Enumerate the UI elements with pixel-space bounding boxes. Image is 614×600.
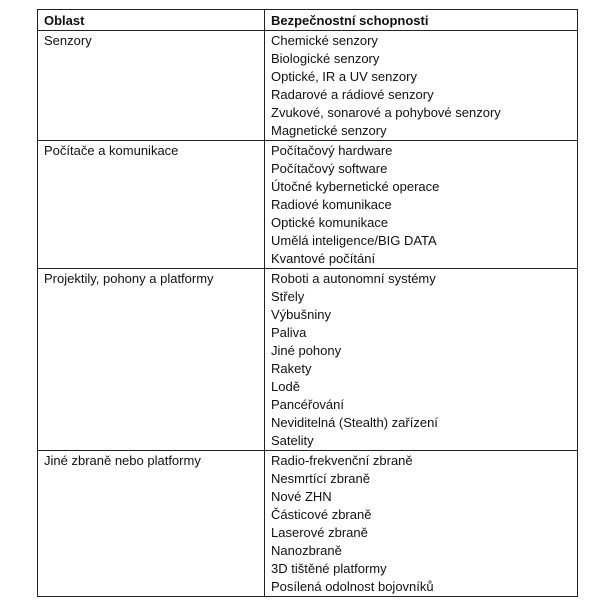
capabilities-list [271,32,571,140]
capabilities-cell [265,141,578,269]
header-capabilities: Bezpečnostní schopnosti [265,10,578,31]
table-header-row [38,10,578,31]
table-row [38,31,578,141]
capability-item: Optické, IR a UV senzory [271,69,417,84]
capability-item: Počítačový software [271,161,388,176]
capability-item: Biologické senzory [271,51,380,66]
capabilities-list [271,452,571,596]
capability-item: Optické komunikace [271,215,389,230]
area-cell: Počítače a komunikace [38,141,265,269]
capability-item: Laserové zbraně [271,525,368,540]
capabilities-list [271,142,571,268]
capability-item: Jiné pohony [271,343,342,358]
capability-item: Střely [271,289,305,304]
capability-item: Pancéřování [271,397,344,412]
capability-item: Počítačový hardware [271,143,393,158]
capabilities-cell [265,31,578,141]
capability-item: Útočné kybernetické operace [271,179,440,194]
table-row [38,269,578,451]
capability-item: Satelity [271,433,314,448]
capabilities-table [37,9,578,597]
capability-item: Částicové zbraně [271,507,372,522]
capability-item: Neviditelná (Stealth) zařízení [271,415,438,430]
capability-item: Rakety [271,361,312,376]
table-row [38,141,578,269]
capabilities-list [271,270,571,450]
table-body [38,31,578,597]
header-area: Oblast [38,10,265,31]
capability-item: Zvukové, sonarové a pohybové senzory [271,105,501,120]
capability-item: Nesmrtící zbraně [271,471,370,486]
capabilities-cell [265,451,578,597]
capabilities-cell [265,269,578,451]
area-cell: Senzory [38,31,265,141]
capability-item: Paliva [271,325,307,340]
capability-item: Magnetické senzory [271,123,387,138]
capability-item: Roboti a autonomní systémy [271,271,436,286]
capability-item: Radiové komunikace [271,197,392,212]
capability-item: Nanozbraně [271,543,342,558]
capability-item: Kvantové počítání [271,251,376,266]
capability-item: Radarové a rádiové senzory [271,87,434,102]
area-cell: Jiné zbraně nebo platformy [38,451,265,597]
capability-item: Chemické senzory [271,33,378,48]
capability-item: Lodě [271,379,300,394]
capability-item: 3D tištěné platformy [271,561,387,576]
area-cell: Projektily, pohony a platformy [38,269,265,451]
capability-item: Radio-frekvenční zbraně [271,453,413,468]
capability-item: Výbušniny [271,307,331,322]
capability-item: Posílená odolnost bojovníků [271,579,434,594]
capability-item: Nové ZHN [271,489,332,504]
capability-item: Umělá inteligence/BIG DATA [271,233,437,248]
table-row [38,451,578,597]
